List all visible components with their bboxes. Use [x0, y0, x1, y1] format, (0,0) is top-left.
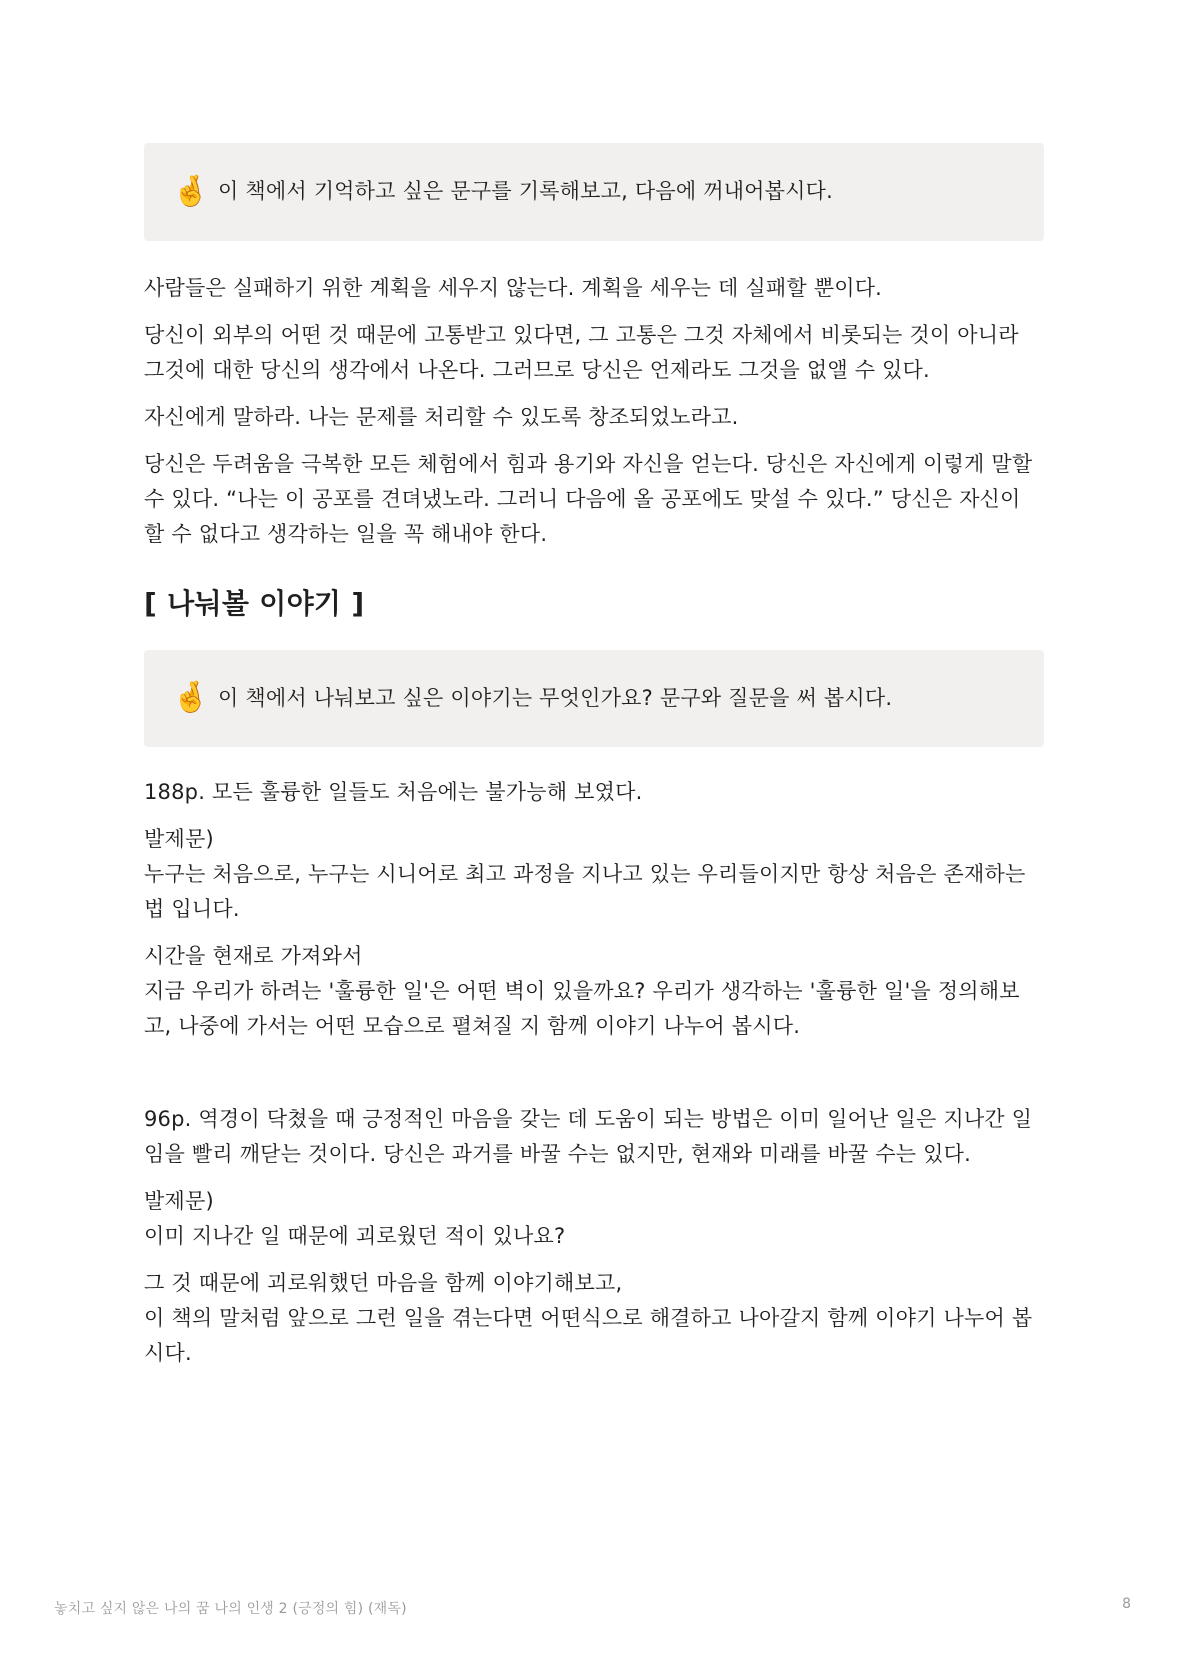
discussion-prompt: 발제문) 이미 지나간 일 때문에 괴로웠던 적이 있나요? — [144, 1189, 566, 1249]
footer-book-title: 놓치고 싶지 않은 나의 꿈 나의 인생 2 (긍정의 힘) (재독) — [54, 1601, 407, 1617]
quote-list — [144, 271, 1044, 552]
crossed-fingers-icon: 🤞 — [172, 680, 210, 716]
quote-paragraph: 자신에게 말하라. 나는 문제를 처리할 수 있도록 창조되었노라고. — [144, 404, 739, 429]
discussion-prompt: 시간을 현재로 가져와서 지금 우리가 하려는 '훌륭한 일'은 어떤 벽이 있을까요? 우리가 생각하는 '훌륭한 일'을 정의해보고, 나중에 가서는 어떤 모습으로 펼쳐질 지 함께 이야기 나누어 봅시다. — [144, 944, 1020, 1039]
discussion-item-1 — [144, 775, 1044, 1044]
quote-paragraph: 당신이 외부의 어떤 것 때문에 고통받고 있다면, 그 고통은 그것 자체에서 비롯되는 것이 아니라 그것에 대한 당신의 생각에서 나온다. 그러므로 당신은 언제라도 그것을 없앨 수 있다. — [144, 322, 1019, 382]
discussion-prompt: 발제문) 누구는 처음으로, 누구는 시니어로 최고 과정을 지나고 있는 우리들이지만 항상 처음은 존재하는 법 입니다. — [144, 827, 1026, 922]
callout-text: 이 책에서 나눠보고 싶은 이야기는 무엇인가요? 문구와 질문을 써 봅시다. — [218, 685, 893, 710]
page-content — [144, 143, 1044, 1371]
crossed-fingers-icon: 🤞 — [172, 173, 210, 209]
callout-text: 이 책에서 기억하고 싶은 문구를 기록해보고, 다음에 꺼내어봅시다. — [218, 179, 833, 203]
quote-paragraph: 사람들은 실패하기 위한 계획을 세우지 않는다. 계획을 세우는 데 실패할 뿐이다. — [144, 275, 883, 300]
section-heading: [ 나눠볼 이야기 ] — [144, 586, 365, 620]
discussion-quote: 96p. 역경이 닥쳤을 때 긍정적인 마음을 갖는 데 도움이 되는 방법은 이미 일어난 일은 지나간 일임을 빨리 깨닫는 것이다. 당신은 과거를 바꿀 수는 없지만, 현재와 미래를 바꿀 수는 있다. — [144, 1107, 1033, 1167]
discussion-quote: 188p. 모든 훌륭한 일들도 처음에는 불가능해 보였다. — [144, 780, 643, 805]
discussion-prompt: 그 것 때문에 괴로워했던 마음을 함께 이야기해보고, 이 책의 말처럼 앞으로 그런 일을 겪는다면 어떤식으로 해결하고 나아갈지 함께 이야기 나누어 봅시다. — [144, 1271, 1033, 1366]
page-number: 8 — [1122, 1596, 1131, 1612]
quote-paragraph: 당신은 두려움을 극복한 모든 체험에서 힘과 용기와 자신을 얻는다. 당신은 자신에게 이렇게 말할 수 있다. “나는 이 공포를 견뎌냈노라. 그러니 다음에 올 공포에도 맞설 수 있다.” 당신은 자신이 할 수 없다고 생각하는 일을 꼭 해내야 한다. — [144, 451, 1033, 546]
callout-remember — [144, 143, 1044, 241]
discussion-item-2 — [144, 1102, 1044, 1371]
callout-share — [144, 650, 1044, 748]
